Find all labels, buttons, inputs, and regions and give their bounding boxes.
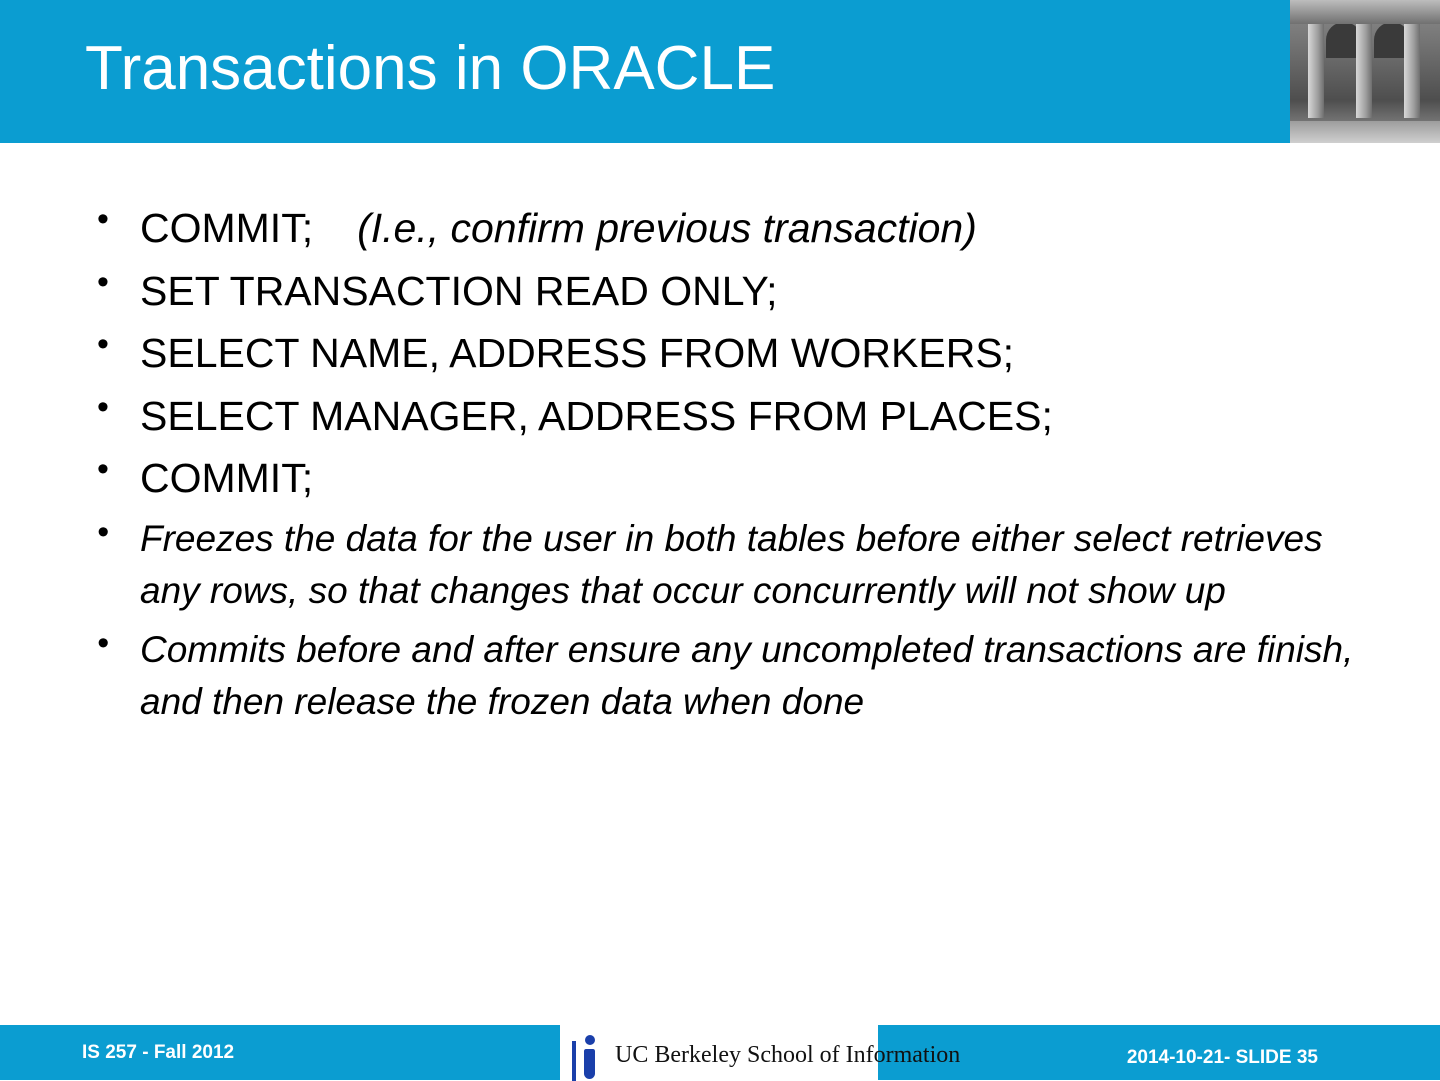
logo-stem (584, 1049, 595, 1079)
footer-slide-number: 2014-10-21- SLIDE 35 (1126, 1047, 1318, 1068)
logo-dot (585, 1035, 595, 1045)
list-item (85, 513, 1370, 618)
photo-base (1290, 121, 1440, 143)
list-item (85, 325, 1370, 382)
school-logo-label: UC Berkeley School of Information (615, 1042, 961, 1068)
list-item (85, 388, 1370, 445)
bullet-text: SELECT MANAGER, ADDRESS FROM PLACES; (140, 392, 1053, 439)
bullet-note: (I.e., confirm previous transaction) (357, 205, 977, 251)
footer-course-label: IS 257 - Fall 2012 (82, 1042, 235, 1063)
logo-bar (572, 1041, 576, 1081)
photo-column-1 (1308, 18, 1324, 118)
slide-header-band (0, 0, 1440, 143)
bullet-text: COMMIT; (140, 205, 314, 251)
bullet-text: SET TRANSACTION READ ONLY; (140, 267, 778, 314)
bullet-text: Commits before and after ensure any uncompleted transactions are finish, and then release the frozen data when done (140, 628, 1354, 723)
page-title: Transactions in ORACLE (85, 34, 776, 103)
bullet-text: Freezes the data for the user in both tables before either select retrieves any rows, so that changes that occur concurrently will not show up (140, 517, 1323, 612)
photo-column-2 (1356, 18, 1372, 118)
information-school-icon (572, 1035, 606, 1079)
bullet-text: SELECT NAME, ADDRESS FROM WORKERS; (140, 330, 1015, 377)
photo-column-3 (1404, 18, 1420, 118)
header-photo-architecture (1290, 0, 1440, 143)
list-item (85, 200, 1370, 257)
slide-body (85, 200, 1370, 735)
bullet-list (85, 200, 1370, 729)
bullet-text: COMMIT; (140, 455, 314, 502)
photo-lintel (1290, 0, 1440, 24)
list-item (85, 450, 1370, 507)
slide-footer (0, 1025, 1440, 1080)
list-item (85, 624, 1370, 729)
school-logo (565, 1029, 961, 1079)
list-item (85, 263, 1370, 320)
